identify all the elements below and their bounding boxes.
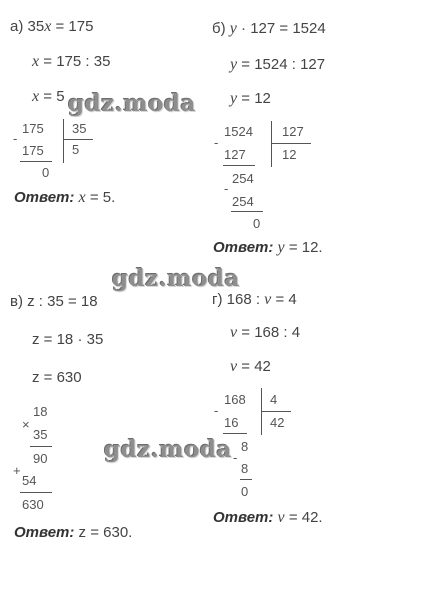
part-d-label: г)	[212, 291, 223, 308]
multiplicand: 18	[33, 404, 48, 419]
division-horizontal-line	[63, 139, 93, 140]
minus-sign-2: -	[233, 450, 238, 465]
remainder: 0	[241, 484, 249, 499]
part-a-label: а)	[10, 18, 24, 35]
multiplier: 35	[33, 427, 48, 442]
dividend: 175	[22, 121, 44, 136]
part-b-label: б)	[212, 20, 226, 37]
part-c-label: в)	[10, 293, 23, 310]
partial-remainder: 254	[232, 171, 254, 186]
divisor: 4	[270, 392, 278, 407]
division-vertical-line	[271, 121, 272, 167]
answer-c: Ответ: z = 630.	[14, 524, 133, 541]
answer-d: Ответ: v = 42.	[213, 509, 323, 526]
equation-d-3: v = 42	[230, 358, 271, 375]
minus-sign: -	[214, 403, 219, 418]
subtraction-line-2	[231, 211, 263, 212]
answer-a: Ответ: x = 5.	[14, 189, 116, 206]
minus-sign-2: -	[224, 181, 229, 196]
equation-c-3: z = 630	[32, 369, 82, 386]
multiplication-line	[30, 446, 52, 447]
equation-b-2: y = 1524 : 127	[230, 56, 326, 73]
minus-sign: -	[13, 131, 18, 146]
partial-product-2: 54	[22, 473, 37, 488]
subtraction-line-2	[240, 479, 252, 480]
equation-a-2: x = 175 : 35	[32, 53, 111, 70]
equation-c-1: в) z : 35 = 18	[10, 293, 98, 310]
equation-d-2: v = 168 : 4	[230, 324, 301, 341]
subtrahend-1: 127	[224, 147, 246, 162]
subtraction-line	[20, 161, 52, 162]
times-sign: ×	[22, 417, 30, 432]
answer-b: Ответ: y = 12.	[213, 239, 323, 256]
subtraction-line-1	[223, 165, 255, 166]
dividend: 168	[224, 392, 246, 407]
remainder: 0	[42, 165, 50, 180]
watermark-3: gdz.moda	[104, 436, 232, 463]
watermark-2: gdz.moda	[112, 265, 240, 292]
equation-b-3: y = 12	[230, 90, 271, 107]
equation-b-1: б) y · 127 = 1524	[212, 20, 326, 37]
subtrahend-2: 254	[232, 194, 254, 209]
remainder: 0	[253, 216, 261, 231]
partial-product-1: 90	[33, 451, 48, 466]
addition-line	[20, 492, 52, 493]
equation-d-1: г) 168 : v = 4	[212, 291, 297, 308]
partial-remainder: 8	[241, 439, 249, 454]
equation-a-1: а) 35x = 175	[10, 18, 94, 35]
watermark-1: gdz.moda	[68, 90, 196, 117]
subtraction-line-1	[223, 433, 247, 434]
subtrahend-1: 16	[224, 415, 239, 430]
quotient: 5	[72, 142, 80, 157]
division-vertical-line	[63, 119, 64, 163]
divisor: 35	[72, 121, 87, 136]
dividend: 1524	[224, 124, 253, 139]
quotient: 42	[270, 415, 285, 430]
product: 630	[22, 497, 44, 512]
equation-c-2: z = 18 · 35	[32, 331, 104, 348]
quotient: 12	[282, 147, 297, 162]
equation-a-3: x = 5	[32, 88, 65, 105]
division-horizontal-line	[271, 143, 311, 144]
division-horizontal-line	[261, 411, 291, 412]
divisor: 127	[282, 124, 304, 139]
minus-sign: -	[214, 135, 219, 150]
subtrahend: 175	[22, 143, 44, 158]
plus-sign: +	[13, 463, 21, 478]
subtrahend-2: 8	[241, 461, 249, 476]
